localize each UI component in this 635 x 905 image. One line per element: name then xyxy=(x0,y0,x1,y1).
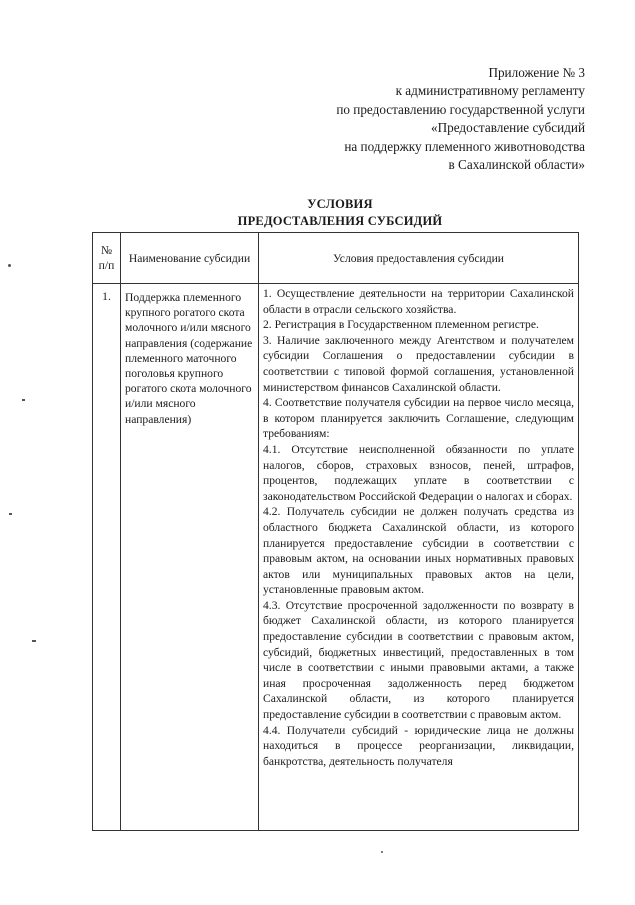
condition-item: 4.4. Получатели субсидий - юридические лица не должны находиться в процессе реорганизации, ликвидации, банкротства, деятельность получателя xyxy=(263,723,574,768)
condition-item: 4.1. Отсутствие неисполненной обязанности по уплате налогов, сборов, страховых взносов, пеней, штрафов, процентов, подлежащих уплате в соответствии с законодательством Российской Федерации о налогах и сборах. xyxy=(263,442,574,503)
scan-speck xyxy=(22,399,25,401)
condition-item: 2. Регистрация в Государственном племенном регистре. xyxy=(263,318,539,332)
header-conditions: Условия предоставления субсидии xyxy=(259,233,579,284)
row-number: 1. xyxy=(93,284,121,831)
table-row xyxy=(93,284,579,831)
scan-speck xyxy=(9,513,12,515)
condition-item: 1. Осуществление деятельности на территории Сахалинской области в отрасли сельского хозяйства. xyxy=(263,287,574,316)
appendix-line: по предоставлению государственной услуги xyxy=(336,101,585,117)
document-title xyxy=(205,196,475,229)
appendix-line: в Сахалинской области» xyxy=(448,157,585,173)
title-line: УСЛОВИЯ xyxy=(307,197,373,211)
header-number xyxy=(93,233,121,284)
appendix-block xyxy=(336,64,585,174)
scan-speck xyxy=(381,851,383,853)
scan-speck xyxy=(8,264,11,267)
appendix-line: на поддержку племенного животноводства xyxy=(344,138,585,154)
table-header-row xyxy=(93,233,579,284)
condition-item: 4.2. Получатель субсидии не должен получать средства из областного бюджета Сахалинской области, из которого планируется предоставление субсидии в соответствии с правовым актом, на основании иных нормативных правовых актов или муниципальных правовых актов на цели, установленные правовым актом. xyxy=(263,505,574,597)
scan-speck xyxy=(32,640,36,642)
condition-item: 3. Наличие заключенного между Агентством и получателем субсидии Соглашения о предоставлении субсидии в соответствии с типовой формой соглашения, установленной министерством финансов Сахалинской области. xyxy=(263,333,574,394)
condition-item: 4.3. Отсутствие просроченной задолженности по возврату в бюджет Сахалинской области, из которого планируется предоставление субсидии в соответствии с правовым актом, субсидий, бюджетных инвестиций, предоставленных в том числе в соответствии с иными правовыми актами, а также иная просроченная задолженность перед бюджетом Сахалинской области, из которого планируется предоставление субсидии в соответствии с правовым актом. xyxy=(263,598,574,722)
appendix-line: Приложение № 3 xyxy=(488,65,585,80)
condition-item: 4. Соответствие получателя субсидии на первое число месяца, в котором планируется заключить Соглашение, следующим требованиям: xyxy=(263,396,574,441)
header-number-sign: № xyxy=(100,244,113,257)
header-number-label: п/п xyxy=(98,259,115,272)
header-subsidy-name: Наименование субсидии xyxy=(121,233,259,284)
appendix-line: «Предоставление субсидий xyxy=(431,120,585,136)
conditions-table xyxy=(92,232,579,831)
row-subsidy-name: Поддержка племенного крупного рогатого скота молочного и/или мясного направления (содержание племенного маточного поголовья крупного рогатого скота молочного и/или мясного направления) xyxy=(121,284,259,831)
row-conditions xyxy=(259,284,579,831)
appendix-line: к административному регламенту xyxy=(395,83,585,99)
title-line: ПРЕДОСТАВЛЕНИЯ СУБСИДИЙ xyxy=(237,213,443,228)
